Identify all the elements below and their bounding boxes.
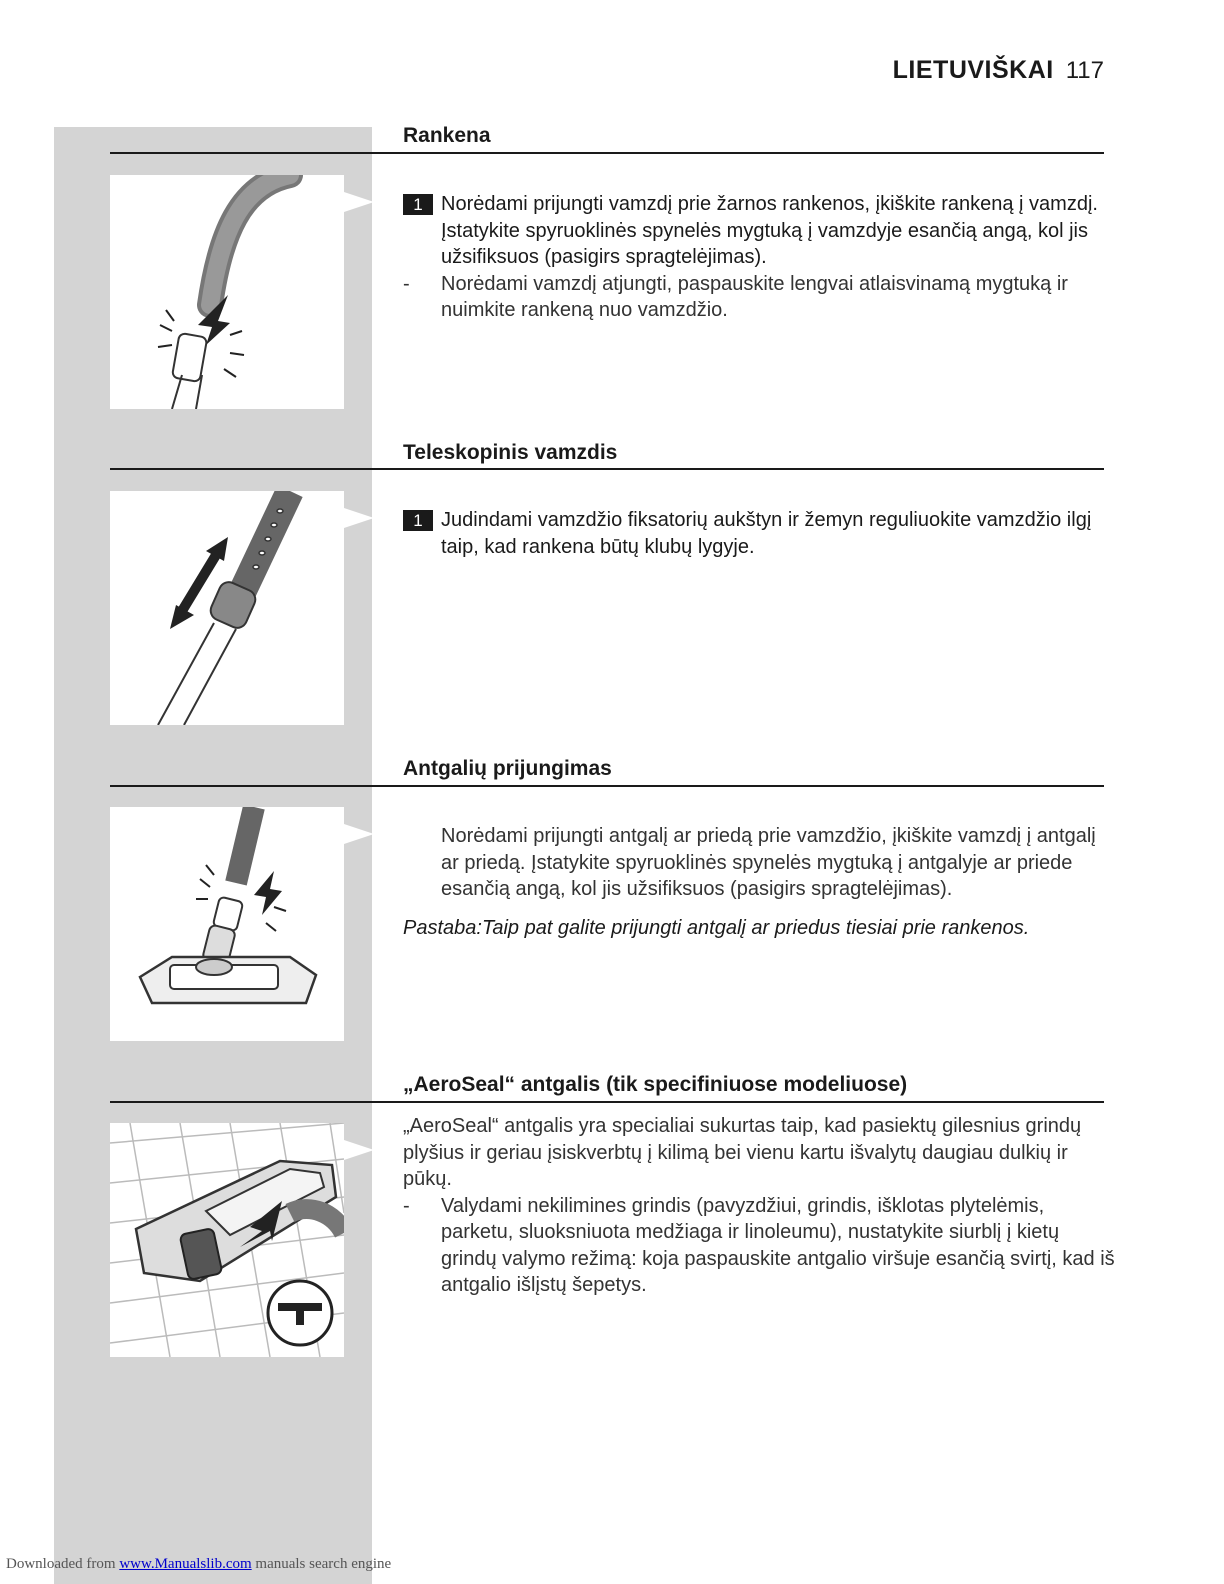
figure-pointer: [344, 192, 374, 212]
aeroseal-nozzle-illustration: [110, 1123, 344, 1357]
figure-aeroseal-nozzle: [110, 1123, 344, 1357]
manualslib-link[interactable]: www.Manualslib.com: [119, 1556, 252, 1572]
attachments-note: Pastaba:Taip pat galite prijungti antgalį ar priedus tiesiai prie rankenos.: [403, 917, 1030, 939]
section-rule: [110, 1101, 1104, 1103]
figure-handle-insert: [110, 175, 344, 409]
telescopic-tube-illustration: [110, 491, 344, 725]
figure-pointer: [344, 824, 374, 844]
handle-insert-illustration: [110, 175, 344, 409]
footer-prefix: Downloaded from: [6, 1556, 116, 1572]
rankena-text: [403, 191, 1115, 324]
figure-pointer: [344, 508, 374, 528]
footer: [6, 1556, 391, 1573]
attachments-text: [403, 823, 1115, 903]
language-label: LIETUVIŠKAI: [892, 56, 1054, 84]
section-title-aeroseal: „AeroSeal“ antgalis (tik specifiniuose modeliuose): [403, 1073, 908, 1096]
footer-suffix: manuals search engine: [255, 1556, 392, 1572]
step-text: Judindami vamzdžio fiksatorių aukštyn ir žemyn reguliuokite vamzdžio ilgį taip, kad rankena būtų klubų lygyje.: [441, 509, 1092, 558]
attachments-paragraph: Norėdami prijungti antgalį ar priedą prie vamzdžio, įkiškite vamzdį į antgalį ar priedą. Įstatykite spyruoklinės spynelės mygtuką į antgalyje ar priede esančią angą, kol jis užsifiksuos (pasigirs spragtelėjimas).: [441, 825, 1096, 900]
figure-nozzle-attach: [110, 807, 344, 1041]
step-item: [403, 507, 1115, 560]
aeroseal-paragraph: „AeroSeal“ antgalis yra specialiai sukurtas taip, kad pasiektų gilesnius grindų plyšius ir geriau įsiskverbtų į kilimą bei vienu kartu išvalytų daugiau dulkių ir pūkų.: [403, 1115, 1082, 1190]
bullet-text: Norėdami vamzdį atjungti, paspauskite lengvai atlaisvinamą mygtuką ir nuimkite rankeną nuo vamzdžio.: [441, 272, 1068, 321]
section-rule: [110, 785, 1104, 787]
figure-pointer: [344, 1140, 374, 1160]
step-item: [403, 191, 1115, 271]
section-rule: [110, 152, 1104, 154]
page-header: [893, 56, 1104, 85]
step-text: Norėdami prijungti vamzdį prie žarnos rankenos, įkiškite rankeną į vamzdį. Įstatykite spyruoklinės spynelės mygtuką į vamzdyje esančią angą, kol jis užsifiksuos (pasigirs spragtelėjimas).: [441, 193, 1098, 268]
aeroseal-text: [403, 1113, 1115, 1299]
step-number: 1: [403, 194, 433, 215]
section-title-rankena: Rankena: [403, 124, 491, 147]
step-number: 1: [403, 510, 433, 531]
page-number: 117: [1065, 57, 1104, 84]
figure-telescopic-tube: [110, 491, 344, 725]
bullet-dash: -: [403, 1194, 410, 1217]
bullet-item: [403, 1193, 1115, 1299]
nozzle-attach-illustration: [110, 807, 344, 1041]
bullet-text: Valydami nekilimines grindis (pavyzdžiui, grindis, išklotas plytelėmis, parketu, sluoksniuota medžiaga ir linoleumu), nustatykite siurblį į kietų grindų valymo režimą: koja paspauskite antgalio viršuje esančią svirtį, kad iš antgalio išlįstų šepetys.: [441, 1194, 1115, 1296]
bullet-dash: -: [403, 272, 410, 295]
telescopic-text: [403, 507, 1115, 560]
section-rule: [110, 468, 1104, 470]
section-title-attachments: Antgalių prijungimas: [403, 757, 612, 780]
bullet-item: [403, 271, 1115, 324]
section-title-telescopic: Teleskopinis vamzdis: [403, 441, 618, 464]
